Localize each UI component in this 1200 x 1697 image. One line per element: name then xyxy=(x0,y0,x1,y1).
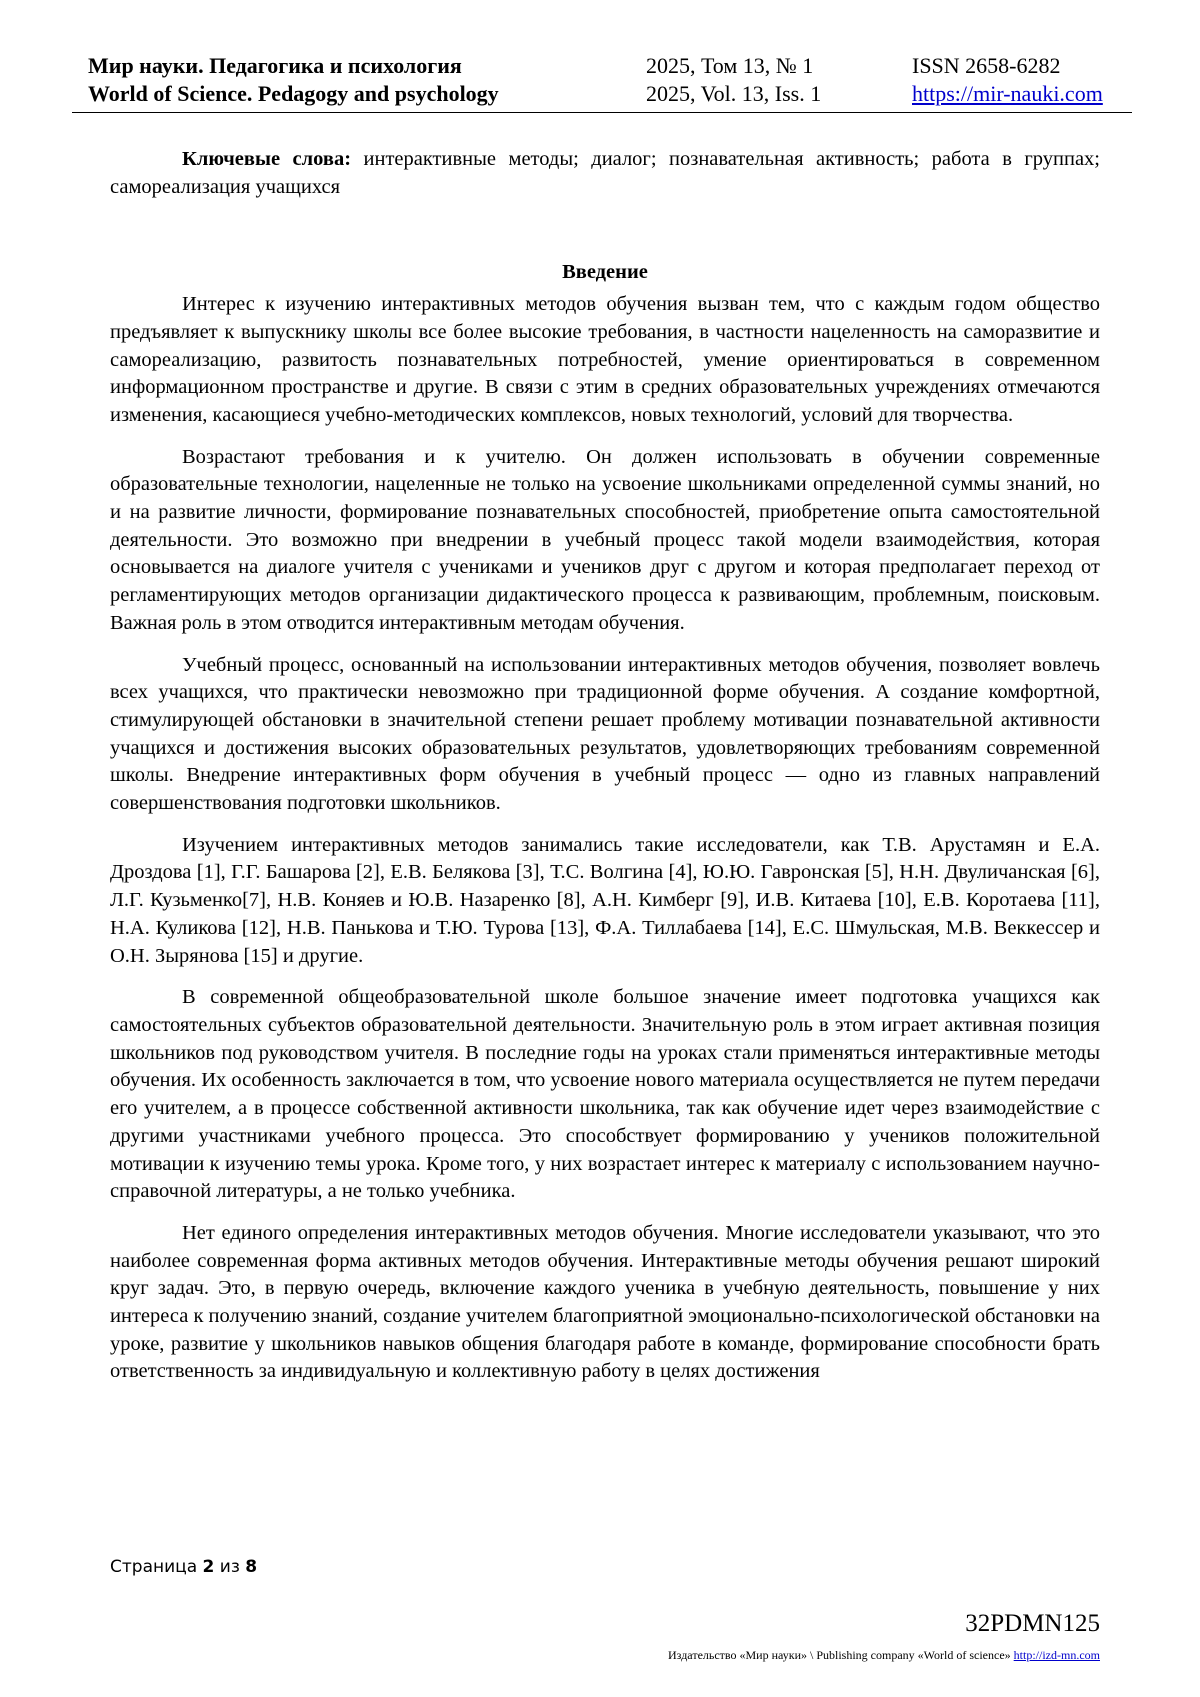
journal-title-en: World of Science. Pedagogy and psychology xyxy=(88,81,499,106)
volume-en: 2025, Vol. 13, Iss. 1 xyxy=(646,81,822,106)
paragraph: Возрастают требования и к учителю. Он должен использовать в обучении современные образовательные технологии, нацеленные не только на усвоение школьниками определенной суммы знаний, но и на развитие личности, формирование познавательных способностей, приобретение опыта самостоятельной деятельности. Это возможно при внедрении в учебный процесс такой модели взаимодействия, которая основывается на диалоге учителя с учениками и учеников друг с другом и которая предполагает переход от регламентирующих методов организации дидактического процесса к развивающим, проблемным, поисковым. Важная роль в этом отводится интерактивным методам обучения. xyxy=(110,445,1100,634)
article-body xyxy=(110,146,1100,1386)
page-total: 8 xyxy=(245,1557,258,1577)
paragraph: Учебный процесс, основанный на использовании интерактивных методов обучения, позволяет вовлечь всех учащихся, что практически невозможно при традиционной форме обучения. А создание комфортной, стимулирующей обстановки в значительной степени решает проблему мотивации познавательной активности учащихся и достижения высоких образовательных результатов, удовлетворяющих требованиям современной школы. Внедрение интерактивных форм обучения в учебный процесс — одно из главных направлений совершенствования подготовки школьников. xyxy=(110,653,1100,815)
paragraph: Нет единого определения интерактивных методов обучения. Многие исследователи указывают, что это наиболее современная форма активных методов обучения. Интерактивные методы обучения решают широкий круг задач. Это, в первую очередь, включение каждого ученика в учебную деятельность, повышение у них интереса к получению знаний, создание учителем благоприятной эмоционально-психологической обстановки на уроке, развитие у школьников навыков общения благодаря работе в команде, формирование способности брать ответственность за индивидуальную и коллективную работу в целях достижения xyxy=(110,1221,1100,1383)
publisher-line xyxy=(668,1648,1100,1663)
page-current: 2 xyxy=(202,1557,215,1577)
keywords xyxy=(110,146,1100,201)
section-title: Введение xyxy=(562,261,648,284)
journal-url-link[interactable]: https://mir-nauki.com xyxy=(912,81,1103,106)
publisher-link[interactable]: http://izd-mn.com xyxy=(1013,1648,1100,1662)
volume-ru: 2025, Том 13, № 1 xyxy=(646,53,814,78)
volume-block xyxy=(646,52,821,108)
page-number: Страница 2 из 8 xyxy=(110,1557,258,1577)
article-code: 32PDMN125 xyxy=(965,1610,1100,1637)
issn: ISSN 2658-6282 xyxy=(912,53,1061,78)
journal-header xyxy=(88,52,1121,112)
paragraph: Изучением интерактивных методов занимались такие исследователи, как Т.В. Арустамян и Е.А. Дроздова [1], Г.Г. Башарова [2], Е.В. Белякова [3], Т.С. Волгина [4], Ю.Ю. Гавронская [5], Н.Н. Двуличанская [6], Л.Г. Кузьменко[7], Н.В. Коняев и Ю.В. Назаренко [8], А.Н. Кимберг [9], И.В. Китаева [10], Е.В. Коротаева [11], Н.А. Куликова [12], Н.В. Панькова и Т.Ю. Турова [13], Ф.А. Тиллабаева [14], Е.С. Шмульская, М.В. Веккессер и О.Н. Зырянова [15] и другие. xyxy=(110,833,1100,967)
keywords-label: Ключевые слова: xyxy=(182,148,352,170)
header-divider xyxy=(72,112,1132,113)
keywords-text: интерактивные методы; диалог; познавательная активность; работа в группах; самореализация учащихся xyxy=(110,148,1100,198)
journal-title-block xyxy=(88,52,499,108)
paragraph: В современной общеобразовательной школе большое значение имеет подготовка учащихся как самостоятельных субъектов образовательной деятельности. Значительную роль в этом играет активная позиция школьников под руководством учителя. В последние годы на уроках стали применяться интерактивные методы обучения. Их особенность заключается в том, что усвоение нового материала осуществляется не путем передачи его учителем, а в процессе собственной активности школьника, так как обучение идет через взаимодействие с другими участниками учебного процесса. Это способствует формированию у учеников положительной мотивации к изучению темы урока. Кроме того, у них возрастает интерес к материалу с использованием научно-справочной литературы, а не только учебника. xyxy=(110,986,1100,1203)
paragraph: Интерес к изучению интерактивных методов обучения вызван тем, что с каждым годом общество предъявляет к выпускнику школы все более высокие требования, в частности нацеленность на саморазвитие и самореализацию, развитость познавательных потребностей, умение ориентироваться в современном информационном пространстве и другие. В связи с этим в средних образовательных учреждениях отмечаются изменения, касающиеся учебно-методических комплексов, новых технологий, условий для творчества. xyxy=(110,293,1100,426)
publisher-text: Издательство «Мир науки» \ Publishing company «World of science» xyxy=(668,1648,1014,1662)
journal-title-ru: Мир науки. Педагогика и психология xyxy=(88,53,462,78)
issn-block xyxy=(912,52,1103,108)
